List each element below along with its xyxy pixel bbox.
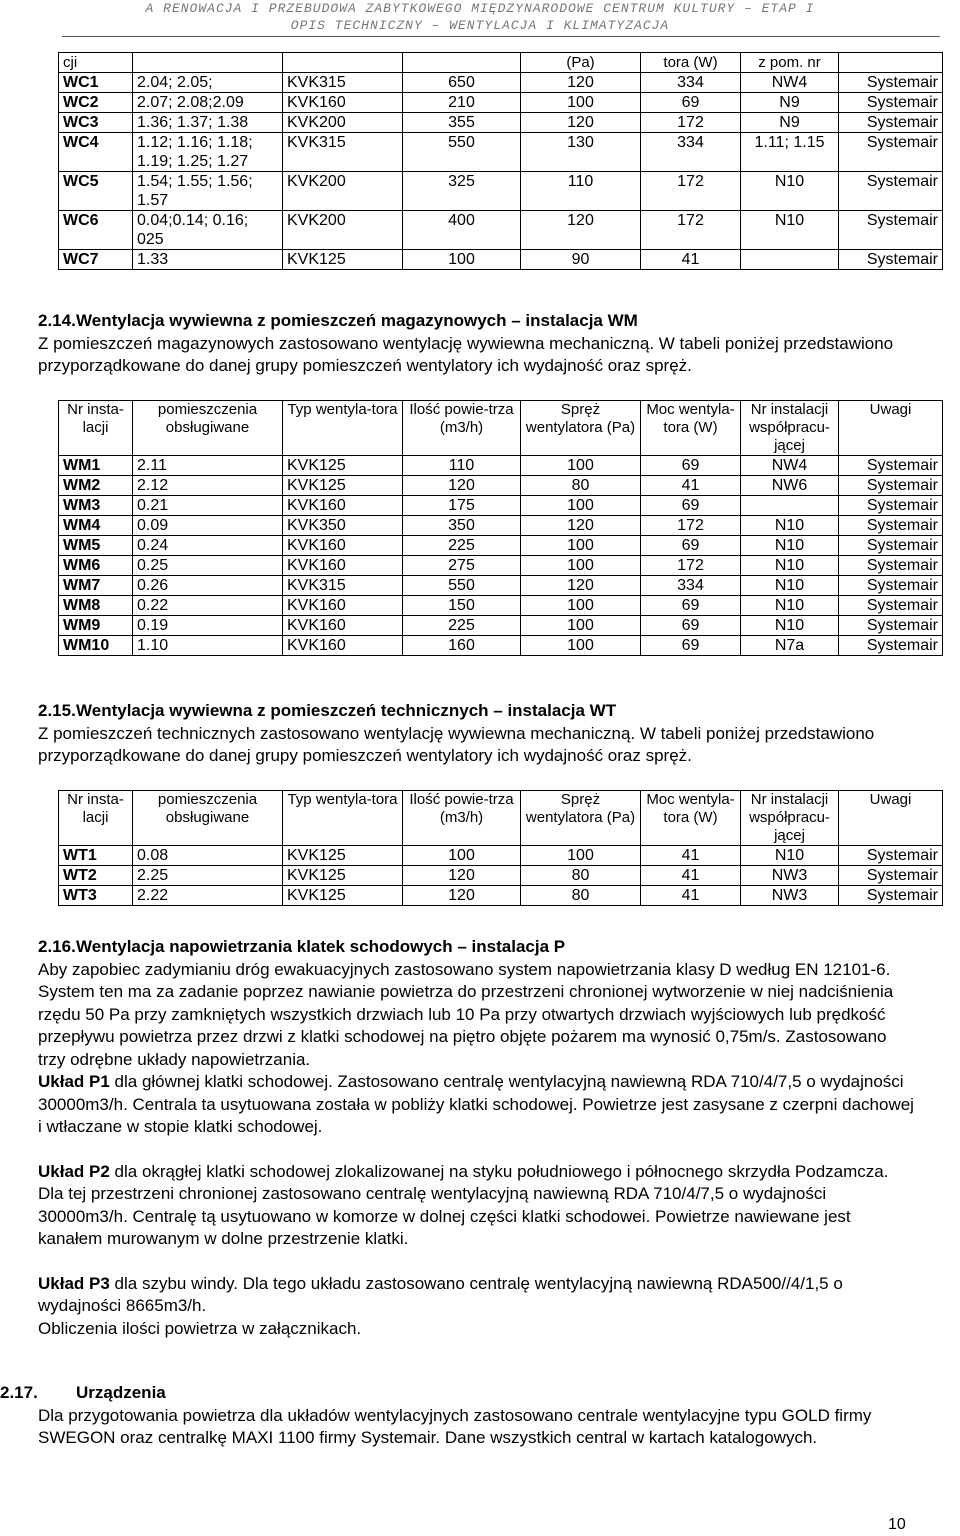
table-cell: 334 (641, 576, 741, 596)
table-cell: 350 (403, 516, 521, 536)
table-cell: 100 (521, 596, 641, 616)
column-header (283, 53, 403, 73)
section-paragraph: Z pomieszczeń magazynowych zastosowano wentylację wywiewna mechaniczną. W tabeli poniżej przedstawiono przyporządkowane do danej grupy pomieszczeń wentylatory ich wydajność oraz spręż. (38, 333, 894, 375)
table-cell: WC3 (59, 113, 133, 133)
table-cell: Systemair (839, 211, 943, 250)
table-cell: 120 (403, 866, 521, 886)
table-cell: WM10 (59, 636, 133, 656)
section-2-15 (38, 700, 918, 768)
running-header-title: A RENOWACJA I PRZEBUDOWA ZABYTKOWEGO MIĘDZYNARODOWE CENTRUM KULTURY – ETAP I (145, 1, 815, 16)
table-row (59, 576, 943, 596)
column-header: Ilość powie-trza (m3/h) (403, 791, 521, 846)
table-cell: 334 (641, 133, 741, 172)
column-header (133, 53, 283, 73)
table-cell: Systemair (839, 172, 943, 211)
table-cell: N10 (741, 516, 839, 536)
table-cell (741, 250, 839, 270)
uklad-p3-label: Układ P3 (38, 1273, 110, 1293)
table-cell: WC1 (59, 73, 133, 93)
table-row (59, 456, 943, 476)
section-number: 2.14. (38, 311, 76, 330)
section-2-17 (0, 1382, 918, 1450)
table-cell: NW4 (741, 456, 839, 476)
table-cell: 0.04;0.14; 0.16; 025 (133, 211, 283, 250)
table-cell: 172 (641, 516, 741, 536)
table-cell: 0.21 (133, 496, 283, 516)
table-cell: KVK200 (283, 172, 403, 211)
table-cell: KVK315 (283, 576, 403, 596)
table-cell: 120 (521, 516, 641, 536)
table-cell: 172 (641, 172, 741, 211)
table-cell: 120 (521, 211, 641, 250)
section-heading (0, 1382, 918, 1405)
table-cell: KVK125 (283, 846, 403, 866)
table-cell: Systemair (839, 133, 943, 172)
table-cell: 100 (521, 616, 641, 636)
section-2-16 (38, 936, 918, 1340)
column-header: cji (59, 53, 133, 73)
table-cell: Systemair (839, 456, 943, 476)
table-cell: NW3 (741, 886, 839, 906)
table-cell: NW3 (741, 866, 839, 886)
calculations-note: Obliczenia ilości powietrza w załącznikach. (38, 1318, 362, 1338)
section-number: 2.17. (0, 1383, 38, 1402)
table-cell: 100 (521, 456, 641, 476)
table-cell: 1.54; 1.55; 1.56; 1.57 (133, 172, 283, 211)
table-cell: 1.10 (133, 636, 283, 656)
table-cell: 1.36; 1.37; 1.38 (133, 113, 283, 133)
table-cell: 1.33 (133, 250, 283, 270)
table-cell: 2.12 (133, 476, 283, 496)
table-cell: 550 (403, 133, 521, 172)
section-paragraph: Z pomieszczeń technicznych zastosowano wentylację wywiewna mechaniczną. W tabeli poniżej przedstawiono przyporządkowane do danej grupy pomieszczeń wentylatory ich wydajność oraz spręż. (38, 723, 875, 765)
table-cell: Systemair (839, 576, 943, 596)
table-cell: KVK200 (283, 211, 403, 250)
table-cell: 90 (521, 250, 641, 270)
table-cell: WT3 (59, 886, 133, 906)
table-cell: 0.09 (133, 516, 283, 536)
table-cell: 0.19 (133, 616, 283, 636)
table-cell: 0.24 (133, 536, 283, 556)
table-cell: KVK160 (283, 93, 403, 113)
column-header: Ilość powie-trza (m3/h) (403, 401, 521, 456)
column-header: pomieszczenia obsługiwane (133, 401, 283, 456)
table-cell: KVK125 (283, 866, 403, 886)
table-cell: 2.11 (133, 456, 283, 476)
table-row (59, 556, 943, 576)
table-cell: 100 (521, 536, 641, 556)
table-cell: 0.08 (133, 846, 283, 866)
table-cell: WC5 (59, 172, 133, 211)
table-cell: 2.22 (133, 886, 283, 906)
column-header: tora (W) (641, 53, 741, 73)
table-cell: 210 (403, 93, 521, 113)
uklad-p2-label: Układ P2 (38, 1161, 110, 1181)
table-cell: Systemair (839, 616, 943, 636)
column-header (403, 53, 521, 73)
table-cell: WM1 (59, 456, 133, 476)
table-cell: WM3 (59, 496, 133, 516)
table-cell: 69 (641, 496, 741, 516)
table-cell: 150 (403, 596, 521, 616)
table-cell: WM5 (59, 536, 133, 556)
table-row (59, 211, 943, 250)
column-header: Uwagi (839, 401, 943, 456)
table-cell: 172 (641, 211, 741, 250)
table-cell: Systemair (839, 846, 943, 866)
table-cell: 110 (403, 456, 521, 476)
table-row (59, 636, 943, 656)
table-cell: WM6 (59, 556, 133, 576)
column-header: Uwagi (839, 791, 943, 846)
table-cell: 69 (641, 636, 741, 656)
table-cell: Systemair (839, 866, 943, 886)
table-cell: KVK160 (283, 536, 403, 556)
table-cell: 325 (403, 172, 521, 211)
table-cell: Systemair (839, 636, 943, 656)
section-title: Urządzenia (76, 1383, 166, 1402)
table-cell: N10 (741, 846, 839, 866)
table-cell: WM7 (59, 576, 133, 596)
table-cell: KVK125 (283, 476, 403, 496)
table-row (59, 846, 943, 866)
table-row (59, 496, 943, 516)
table-cell: WC6 (59, 211, 133, 250)
table-cell: 100 (521, 846, 641, 866)
column-header: Nr insta-lacji (59, 401, 133, 456)
column-header: Spręż wentylatora (Pa) (521, 401, 641, 456)
table-cell: Systemair (839, 93, 943, 113)
table-cell: N9 (741, 113, 839, 133)
section-2-14 (38, 310, 918, 378)
table-cell: N10 (741, 536, 839, 556)
table-row (59, 476, 943, 496)
table-row (59, 616, 943, 636)
column-header: Nr instalacji współpracu-jącej (741, 401, 839, 456)
table-cell: 69 (641, 616, 741, 636)
table-cell: 172 (641, 556, 741, 576)
table-row (59, 536, 943, 556)
table-cell: N10 (741, 576, 839, 596)
table-header-row (59, 53, 943, 73)
wm-ventilator-table (58, 400, 943, 656)
table-cell: WM4 (59, 516, 133, 536)
table-cell: 69 (641, 456, 741, 476)
table-cell: 2.25 (133, 866, 283, 886)
table-cell: 110 (521, 172, 641, 211)
section-number: 2.15. (38, 701, 76, 720)
table-cell: WT1 (59, 846, 133, 866)
table-cell: 1.11; 1.15 (741, 133, 839, 172)
table-cell: 120 (403, 476, 521, 496)
column-header: (Pa) (521, 53, 641, 73)
table-cell: 41 (641, 250, 741, 270)
table-cell: Systemair (839, 250, 943, 270)
table-cell: 550 (403, 576, 521, 596)
table-cell: KVK160 (283, 496, 403, 516)
table-cell: N10 (741, 211, 839, 250)
uklad-p1-text: dla głównej klatki schodowej. Zastosowano centralę wentylacyjną nawiewną RDA 710/4/7,5 o wydajności 30000m3/h. Centrala ta usytuowana została w pobliży klatki schodowej. Powietrze jest zasysane z czerpni dachowej i wtłaczane w stopie klatki schodowej. (38, 1072, 914, 1136)
table-cell: WM9 (59, 616, 133, 636)
table-cell (741, 496, 839, 516)
column-header: z pom. nr (741, 53, 839, 73)
table-cell: 100 (521, 496, 641, 516)
table-cell: 100 (521, 556, 641, 576)
table-cell: KVK200 (283, 113, 403, 133)
table-cell: 41 (641, 866, 741, 886)
table-cell: 275 (403, 556, 521, 576)
table-cell: WC4 (59, 133, 133, 172)
table-cell: NW6 (741, 476, 839, 496)
table-cell: WC2 (59, 93, 133, 113)
table-cell: 100 (521, 93, 641, 113)
table-cell: 160 (403, 636, 521, 656)
column-header (839, 53, 943, 73)
table-cell: 120 (521, 113, 641, 133)
table-cell: 130 (521, 133, 641, 172)
section-heading (38, 936, 918, 959)
table-row (59, 133, 943, 172)
column-header: pomieszczenia obsługiwane (133, 791, 283, 846)
table-cell: 2.04; 2.05; (133, 73, 283, 93)
table-cell: N10 (741, 172, 839, 211)
table-cell: 1.12; 1.16; 1.18; 1.19; 1.25; 1.27 (133, 133, 283, 172)
table-cell: N9 (741, 93, 839, 113)
uklad-p1-label: Układ P1 (38, 1072, 110, 1091)
table-cell: 225 (403, 536, 521, 556)
table-cell: 80 (521, 476, 641, 496)
uklad-p2-text: dla okrągłej klatki schodowej zlokalizowanej na styku południowego i północnego skrzydła Podzamcza. Dla tej przestrzeni chronionej zastosowano centralę wentylacyjną nawiewną RDA 710/4/7,5 o wydajności 30000m3/h. Centralę tą usytuowano w komorze w dolnej części klatki schodowei. Powietrze nawiewane jest kanałem murowanym w dolne przestrzenie klatki. (38, 1161, 889, 1248)
table-cell: KVK125 (283, 250, 403, 270)
table-cell: 80 (521, 866, 641, 886)
section-title: Wentylacja wywiewna z pomieszczeń magazynowych – instalacja WM (76, 311, 638, 330)
table-cell: WM2 (59, 476, 133, 496)
table-cell: KVK160 (283, 616, 403, 636)
table-cell: 69 (641, 596, 741, 616)
table-cell: 80 (521, 886, 641, 906)
table-cell: N10 (741, 596, 839, 616)
table-cell: N10 (741, 556, 839, 576)
table-cell: 69 (641, 93, 741, 113)
uklad-p2-paragraph (38, 1161, 918, 1251)
table-cell: 2.07; 2.08;2.09 (133, 93, 283, 113)
table-cell: 41 (641, 846, 741, 866)
table-cell: 69 (641, 536, 741, 556)
column-header: Moc wentyla-tora (W) (641, 401, 741, 456)
table-header-row (59, 401, 943, 456)
wc-ventilator-table (58, 52, 943, 270)
table-cell: WC7 (59, 250, 133, 270)
column-header: Nr instalacji współpracu-jącej (741, 791, 839, 846)
table-row (59, 516, 943, 536)
uklad-p3-paragraph (38, 1273, 918, 1318)
table-cell: 100 (521, 636, 641, 656)
table-cell: 41 (641, 886, 741, 906)
table-cell: Systemair (839, 476, 943, 496)
table-cell: KVK350 (283, 516, 403, 536)
table-cell: 100 (403, 250, 521, 270)
table-cell: 650 (403, 73, 521, 93)
table-cell: KVK125 (283, 456, 403, 476)
table-cell: 225 (403, 616, 521, 636)
section-title: Wentylacja napowietrzania klatek schodowych – instalacja P (76, 937, 566, 956)
table-cell: KVK315 (283, 73, 403, 93)
table-cell: Systemair (839, 113, 943, 133)
column-header: Nr insta-lacji (59, 791, 133, 846)
table-cell: Systemair (839, 556, 943, 576)
page-number: 10 (888, 1516, 906, 1533)
column-header: Moc wentyla-tora (W) (641, 791, 741, 846)
table-cell: Systemair (839, 516, 943, 536)
table-cell: 0.25 (133, 556, 283, 576)
table-cell: 41 (641, 476, 741, 496)
table-cell: N7a (741, 636, 839, 656)
table-cell: WT2 (59, 866, 133, 886)
uklad-p1-paragraph (38, 1071, 918, 1139)
table-row (59, 73, 943, 93)
table-cell: KVK160 (283, 636, 403, 656)
section-title: Wentylacja wywiewna z pomieszczeń technicznych – instalacja WT (76, 701, 617, 720)
table-cell: Systemair (839, 596, 943, 616)
table-row (59, 250, 943, 270)
column-header: Typ wentyla-tora (283, 791, 403, 846)
table-row (59, 596, 943, 616)
table-row (59, 886, 943, 906)
table-cell: 172 (641, 113, 741, 133)
table-cell: NW4 (741, 73, 839, 93)
table-cell: 400 (403, 211, 521, 250)
table-cell: 334 (641, 73, 741, 93)
table-row (59, 866, 943, 886)
table-cell: KVK125 (283, 886, 403, 906)
table-cell: 120 (403, 886, 521, 906)
table-cell: Systemair (839, 496, 943, 516)
table-row (59, 113, 943, 133)
table-cell: 0.26 (133, 576, 283, 596)
table-cell: 100 (403, 846, 521, 866)
wt-ventilator-table (58, 790, 943, 906)
table-cell: WM8 (59, 596, 133, 616)
section-heading (38, 310, 918, 333)
running-header-subtitle: OPIS TECHNICZNY – WENTYLACJA I KLIMATYZACJA (290, 18, 670, 33)
table-cell: KVK160 (283, 556, 403, 576)
section-heading (38, 700, 918, 723)
table-cell: 120 (521, 73, 641, 93)
table-cell: 355 (403, 113, 521, 133)
table-cell: Systemair (839, 536, 943, 556)
section-paragraph: Dla przygotowania powietrza dla układów wentylacyjnych zastosowano centrale wentylacyjne typu GOLD firmy SWEGON oraz centralkę MAXI 1100 firmy Systemair. Dane wszystkich central w kartach katalogowych. (38, 1405, 872, 1447)
section-intro-paragraph: Aby zapobiec zadymianiu dróg ewakuacyjnych zastosowano system napowietrzania klasy D według EN 12101-6. System ten ma za zadanie poprzez nawianie powietrza do przestrzeni chronionej wytworzenie w niej nadciśnienia rzędu 50 Pa przy zamkniętych wszystkich drzwiach lub 10 Pa przy otwartych drzwiach wyjściowych lub prędkość przepływu powietrza przez drzwi z klatki schodowej na piętro objęte pożarem ma wynosić 0,75m/s. Zastosowano trzy odrębne układy napowietrzania. (38, 959, 894, 1069)
column-header: Spręż wentylatora (Pa) (521, 791, 641, 846)
uklad-p3-text: dla szybu windy. Dla tego układu zastosowano centralę wentylacyjną nawiewną RDA500//4/1,5 o wydajności 8665m3/h. (38, 1273, 843, 1315)
table-header-row (59, 791, 943, 846)
table-row (59, 93, 943, 113)
table-cell: KVK315 (283, 133, 403, 172)
header-divider (62, 36, 940, 37)
table-cell: Systemair (839, 886, 943, 906)
table-cell: 120 (521, 576, 641, 596)
table-cell: Systemair (839, 73, 943, 93)
table-cell: N10 (741, 616, 839, 636)
section-number: 2.16. (38, 937, 76, 956)
column-header: Typ wentyla-tora (283, 401, 403, 456)
table-cell: KVK160 (283, 596, 403, 616)
table-cell: 175 (403, 496, 521, 516)
table-cell: 0.22 (133, 596, 283, 616)
table-row (59, 172, 943, 211)
